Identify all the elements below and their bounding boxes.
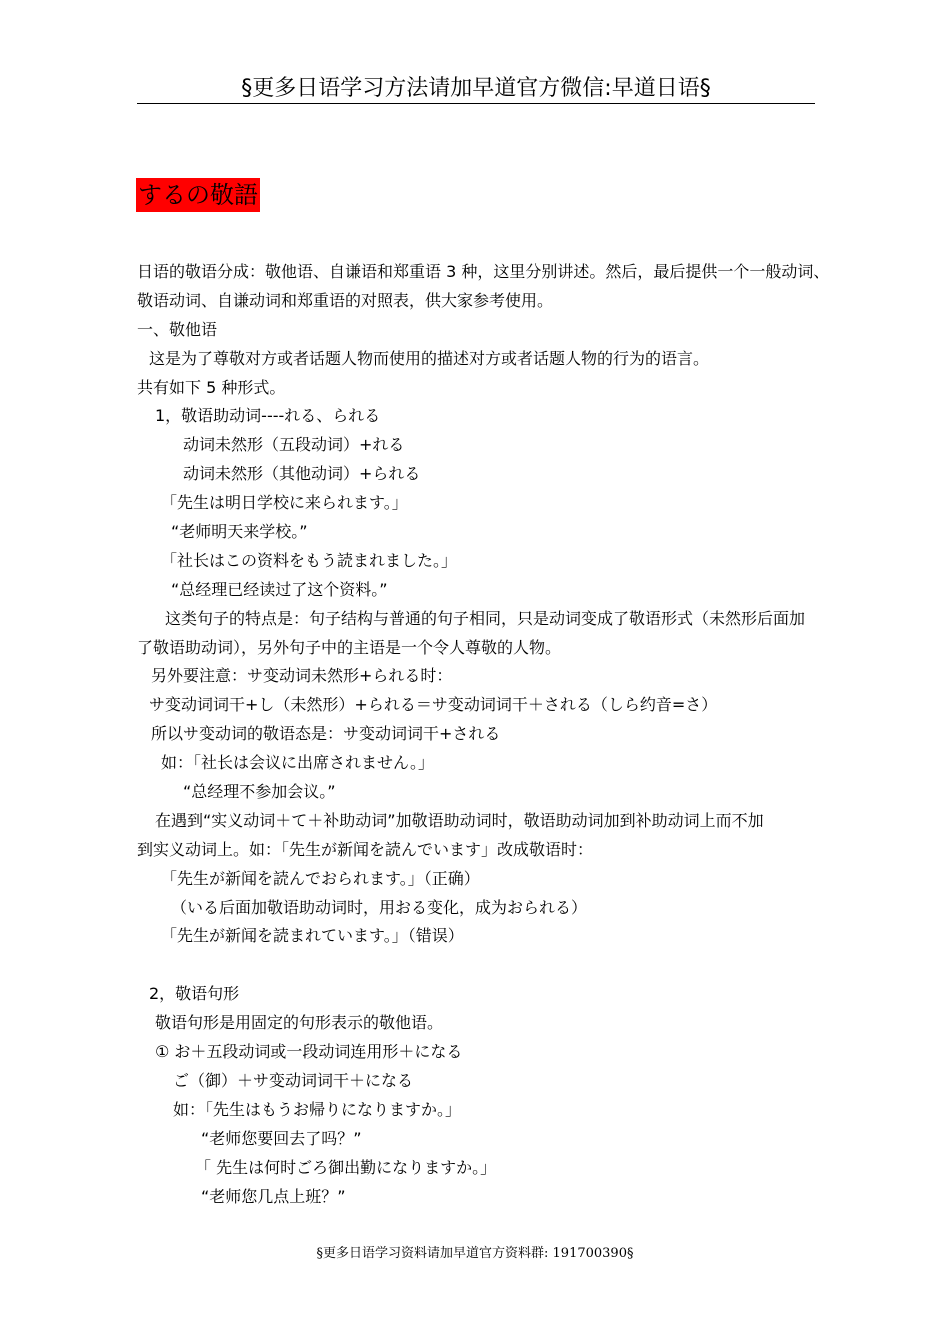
text-line: 一、敬他语: [137, 319, 218, 339]
text-line: 共有如下 5 种形式。: [137, 377, 286, 397]
text-line: サ变动词词干+し（未然形）+られる＝サ变动词词干＋される（しら约音=さ）: [149, 695, 718, 715]
text-line: “老师您要回去了吗？”: [201, 1128, 362, 1148]
text-line: 「先生が新闻を読まれています。」（错误）: [161, 926, 464, 946]
text-line: 如：「先生はもうお帰りになりますか。」: [173, 1099, 462, 1119]
text-line: 所以サ变动词的敬语态是：サ变动词词干+される: [151, 724, 501, 744]
text-line: “老师明天来学校。”: [171, 522, 308, 542]
text-line: 「 先生は何时ごろ御出勤になりますか。」: [195, 1157, 497, 1177]
text-line: 2，敬语句形: [149, 984, 240, 1004]
text-line: 1，敬语助动词----れる、られる: [155, 406, 381, 426]
document-body: [137, 258, 830, 1211]
text-line: 敬语动词、自谦动词和郑重语的对照表，供大家参考使用。: [137, 290, 554, 310]
page-footer: §更多日语学习资料请加早道官方资料群: 191700390§: [316, 1246, 634, 1261]
text-line: “总经理不参加会议。”: [183, 782, 336, 802]
text-line: 动词未然形（五段动词）+れる: [183, 435, 405, 455]
text-line: “老师您几点上班？”: [201, 1186, 346, 1206]
text-line: 这类句子的特点是：句子结构与普通的句子相同，只是动词变成了敬语形式（未然形后面加: [165, 608, 806, 628]
text-line: ご（御）＋サ变动词词干＋になる: [173, 1070, 414, 1090]
text-line: 「先生が新闻を読んでおられます。」（正确）: [161, 868, 480, 888]
text-line: 敬语句形是用固定的句形表示的敬他语。: [155, 1013, 444, 1033]
text-line: 日语的敬语分成：敬他语、自谦语和郑重语 3 种，这里分别讲述。然后，最后提供一个一般动词、: [137, 262, 830, 281]
text-line: “总经理已经读过了这个资料。”: [171, 579, 388, 599]
text-line: 动词未然形（其他动词）+られる: [183, 464, 421, 484]
header-divider: [137, 103, 815, 104]
text-line: 「社长はこの资料をもう読まれました。」: [161, 550, 458, 570]
text-line: 如：「社长は会议に出席されません。」: [161, 753, 434, 773]
text-line: （いる后面加敬语助动词时，用おる变化，成为おられる）: [171, 897, 588, 917]
text-line: 在遇到“实义动词＋て＋补助动词”加敬语助动词时，敬语助动词加到补助动词上而不加: [155, 810, 764, 830]
blank-line: [137, 951, 817, 980]
text-line: 到实义动词上。如：「先生が新闻を読んでいます」改成敬语时：: [137, 839, 594, 859]
section-title: するの敬語: [136, 178, 260, 212]
text-line: 这是为了尊敬对方或者话题人物而使用的描述对方或者话题人物的行为的语言。: [149, 348, 710, 368]
page-header: §更多日语学习方法请加早道官方微信:早道日语§: [241, 76, 711, 101]
text-line: 「先生は明日学校に来られます。」: [161, 493, 408, 513]
text-line: 了敬语助动词），另外句子中的主语是一个令人尊敬的人物。: [137, 637, 562, 657]
text-line: 另外要注意：サ变动词未然形+られる时：: [151, 666, 453, 686]
text-line: ① お＋五段动词或一段动词连用形＋になる: [155, 1042, 463, 1062]
